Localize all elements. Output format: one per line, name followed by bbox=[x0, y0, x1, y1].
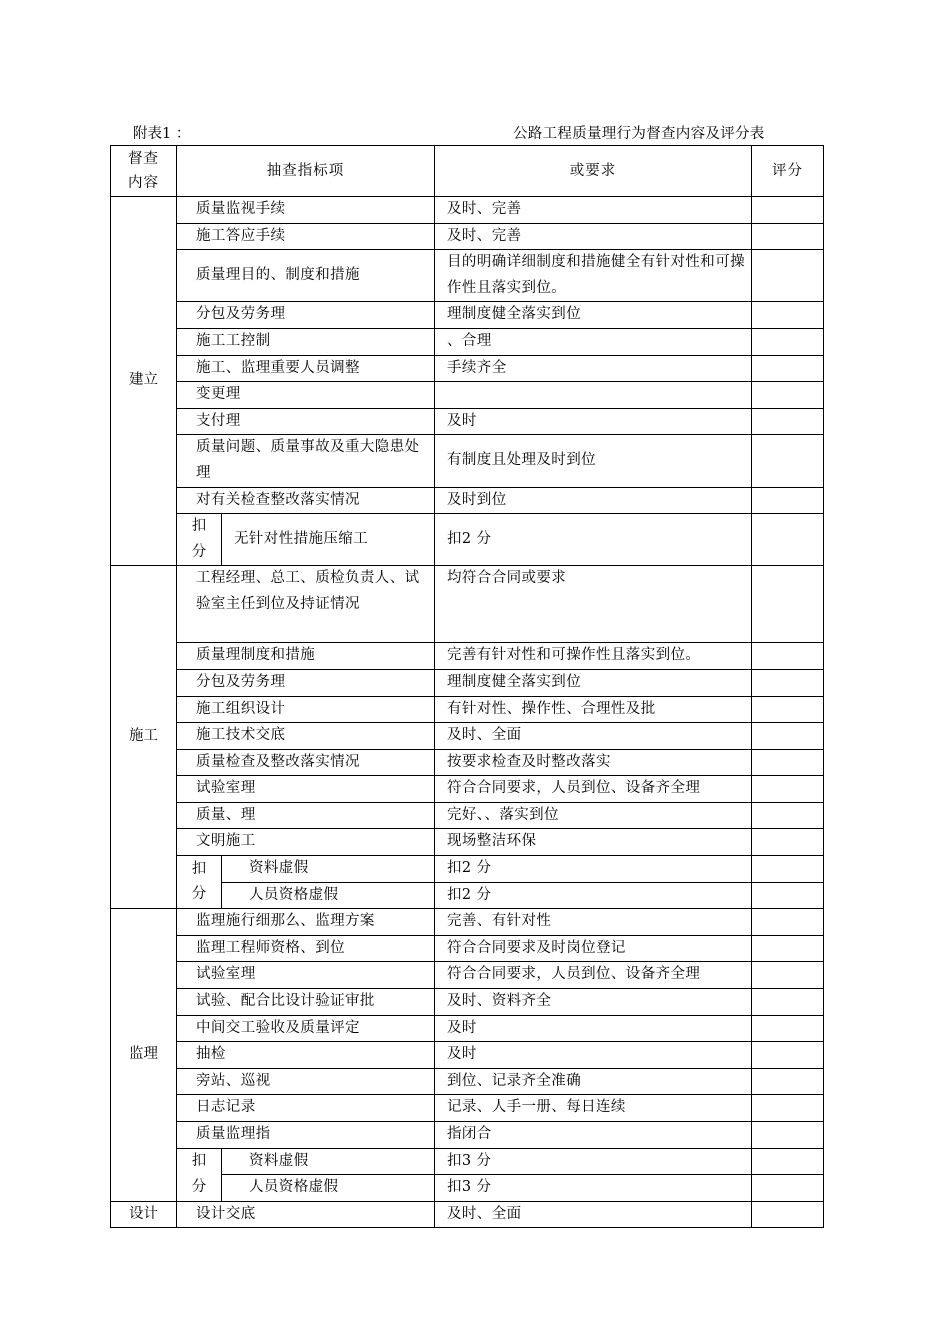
table-row: 质量问题、质量事故及重大隐患处理 有制度且处理及时到位 bbox=[111, 435, 824, 487]
deduct-label: 扣 分 bbox=[177, 1148, 222, 1201]
deduct-label: 扣 分 bbox=[177, 514, 222, 566]
table-row: 中间交工验收及质量评定 及时 bbox=[111, 1015, 824, 1042]
table-row: 建立 质量监视手续 及时、完善 bbox=[111, 197, 824, 224]
score-cell[interactable] bbox=[752, 328, 824, 355]
score-cell[interactable] bbox=[752, 302, 824, 329]
score-cell[interactable] bbox=[752, 487, 824, 514]
score-cell[interactable] bbox=[752, 723, 824, 750]
table-row: 分包及劳务理 理制度健全落实到位 bbox=[111, 669, 824, 696]
score-cell[interactable] bbox=[752, 696, 824, 723]
table-row: 试验室理 符合合同要求，人员到位、设备齐全理 bbox=[111, 776, 824, 803]
caption-appendix: 附表1 ： bbox=[133, 126, 191, 142]
table-row: 支付理 及时 bbox=[111, 408, 824, 435]
section-label-jianli: 建立 bbox=[111, 197, 177, 566]
score-cell[interactable] bbox=[752, 355, 824, 382]
table-row: 施工技术交底 及时、全面 bbox=[111, 723, 824, 750]
table-row: 变更理 bbox=[111, 382, 824, 409]
deduct-label: 扣 分 bbox=[177, 856, 222, 909]
table-row: 施工 工程经理、总工、质检负责人、试验室主任到位及持证情况 均符合合同或要求 bbox=[111, 566, 824, 643]
table-row: 设计 设计交底 及时、全面 bbox=[111, 1201, 824, 1228]
header-item: 抽查指标项 bbox=[177, 146, 435, 197]
section-label-sheji: 设计 bbox=[111, 1201, 177, 1228]
table-row: 人员资格虚假 扣3 分 bbox=[111, 1175, 824, 1202]
table-row: 扣 分 资料虚假 扣3 分 bbox=[111, 1148, 824, 1175]
score-cell[interactable] bbox=[752, 514, 824, 566]
table-row: 旁站、巡视 到位、记录齐全准确 bbox=[111, 1068, 824, 1095]
table-row: 施工答应手续 及时、完善 bbox=[111, 223, 824, 250]
score-cell[interactable] bbox=[752, 382, 824, 409]
table-row: 试验室理 符合合同要求，人员到位、设备齐全理 bbox=[111, 962, 824, 989]
score-cell[interactable] bbox=[752, 1122, 824, 1149]
table-row: 扣 分 资料虚假 扣2 分 bbox=[111, 856, 824, 883]
table-row: 施工组织设计 有针对性、操作性、合理性及批 bbox=[111, 696, 824, 723]
score-cell[interactable] bbox=[752, 1201, 824, 1228]
score-cell[interactable] bbox=[752, 1175, 824, 1202]
score-cell[interactable] bbox=[752, 223, 824, 250]
header-section: 督查 内容 bbox=[111, 146, 177, 197]
header-score: 评分 bbox=[752, 146, 824, 197]
table-row: 对有关检查整改落实情况 及时到位 bbox=[111, 487, 824, 514]
section-label-shigong: 施工 bbox=[111, 566, 177, 909]
table-header-row bbox=[111, 146, 824, 197]
table-row: 监理工程师资格、到位 符合合同要求及时岗位登记 bbox=[111, 935, 824, 962]
table-row: 文明施工 现场整洁环保 bbox=[111, 829, 824, 856]
score-cell[interactable] bbox=[752, 408, 824, 435]
table-row: 抽检 及时 bbox=[111, 1042, 824, 1069]
score-cell[interactable] bbox=[752, 935, 824, 962]
table-row: 分包及劳务理 理制度健全落实到位 bbox=[111, 302, 824, 329]
table-row: 质量监理指 指闭合 bbox=[111, 1122, 824, 1149]
table-row: 质量理目的、制度和措施 目的明确详细制度和措施健全有针对性和可操作性且落实到位。 bbox=[111, 250, 824, 302]
score-cell[interactable] bbox=[752, 1095, 824, 1122]
score-cell[interactable] bbox=[752, 749, 824, 776]
table-row: 施工工控制 、合理 bbox=[111, 328, 824, 355]
section-label-jianli2: 监理 bbox=[111, 909, 177, 1202]
header-requirement: 或要求 bbox=[435, 146, 752, 197]
score-cell[interactable] bbox=[752, 435, 824, 487]
score-cell[interactable] bbox=[752, 1068, 824, 1095]
score-cell[interactable] bbox=[752, 1148, 824, 1175]
score-cell[interactable] bbox=[752, 776, 824, 803]
score-cell[interactable] bbox=[752, 882, 824, 909]
table-row: 质量、理 完好、、落实到位 bbox=[111, 802, 824, 829]
table-row: 质量理制度和措施 完善有针对性和可操作性且落实到位。 bbox=[111, 643, 824, 670]
score-cell[interactable] bbox=[752, 566, 824, 643]
score-cell[interactable] bbox=[752, 909, 824, 936]
score-cell[interactable] bbox=[752, 802, 824, 829]
table-row: 监理 监理施行细那么、监理方案 完善、有针对性 bbox=[111, 909, 824, 936]
table-row: 试验、配合比设计验证审批 及时、资料齐全 bbox=[111, 989, 824, 1016]
score-cell[interactable] bbox=[752, 250, 824, 302]
score-cell[interactable] bbox=[752, 1042, 824, 1069]
score-cell[interactable] bbox=[752, 829, 824, 856]
score-cell[interactable] bbox=[752, 643, 824, 670]
score-cell[interactable] bbox=[752, 1015, 824, 1042]
table-row: 施工、监理重要人员调整 手续齐全 bbox=[111, 355, 824, 382]
table-row: 质量检查及整改落实情况 按要求检查及时整改落实 bbox=[111, 749, 824, 776]
caption-table-title: 公路工程质量理行为督查内容及评分表 bbox=[513, 126, 765, 142]
score-cell[interactable] bbox=[752, 856, 824, 883]
score-cell[interactable] bbox=[752, 197, 824, 224]
score-cell[interactable] bbox=[752, 989, 824, 1016]
table-row: 人员资格虚假 扣2 分 bbox=[111, 882, 824, 909]
inspection-table bbox=[110, 145, 824, 1228]
table-row: 日志记录 记录、人手一册、每日连续 bbox=[111, 1095, 824, 1122]
score-cell[interactable] bbox=[752, 962, 824, 989]
table-row: 扣 分 无针对性措施压缩工 扣2 分 bbox=[111, 514, 824, 566]
score-cell[interactable] bbox=[752, 669, 824, 696]
